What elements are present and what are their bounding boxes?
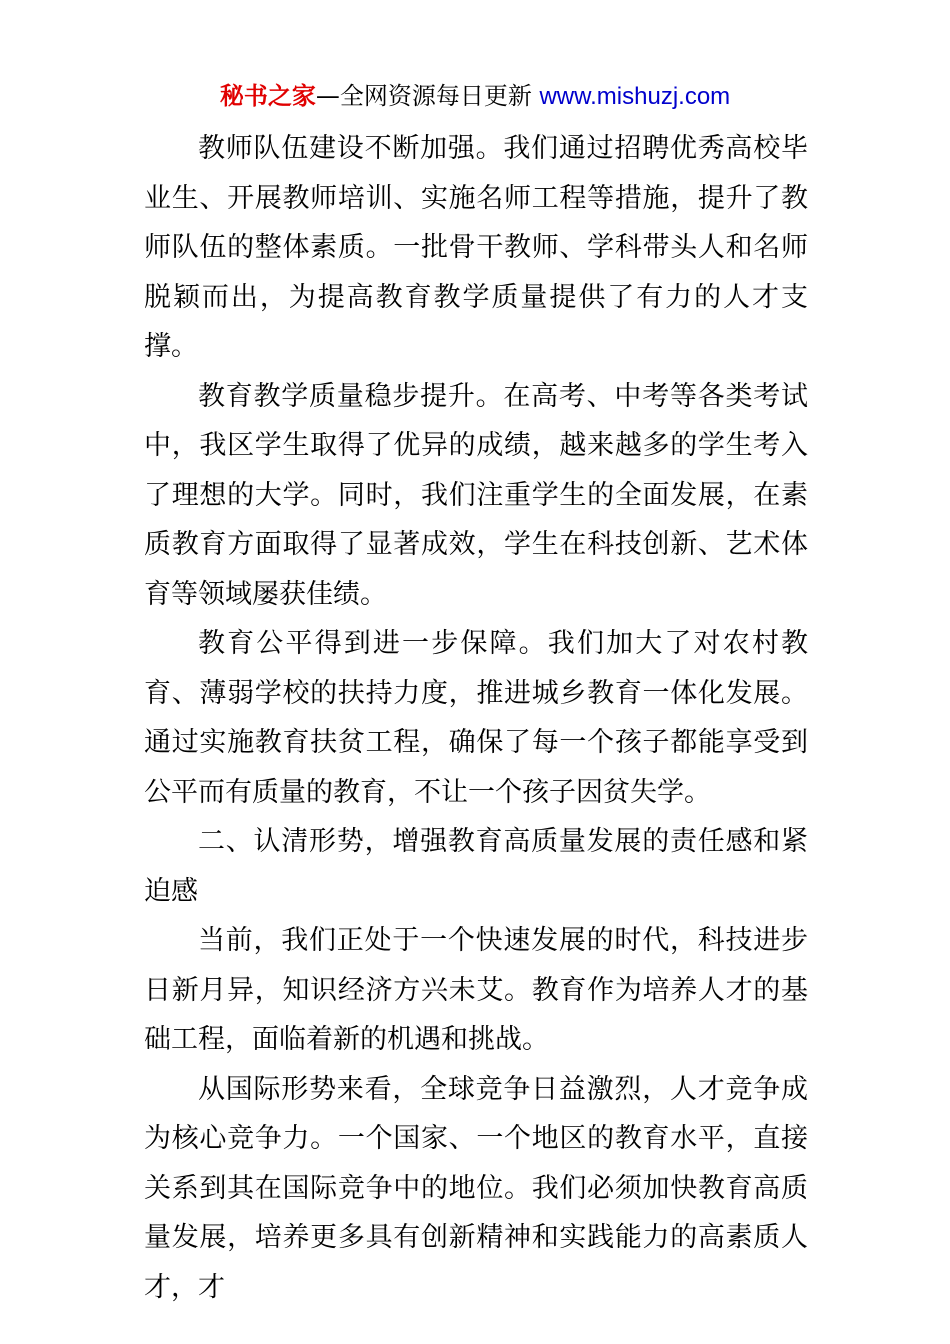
paragraph-education-equity: 教育公平得到进一步保障。我们加大了对农村教育、薄弱学校的扶持力度，推进城乡教育一体化发展。通过实施教育扶贫工程，确保了每一个孩子都能享受到公平而有质量的教育，不让一个孩子因贫失学。: [144, 628, 808, 808]
site-brand: 秘书之家: [219, 82, 316, 110]
site-header: [0, 80, 950, 113]
section-heading-2: 二、认清形势，增强教育高质量发展的责任感和紧迫感: [144, 826, 808, 907]
paragraph-current-era: 当前，我们正处于一个快速发展的时代，科技进步日新月异，知识经济方兴未艾。教育作为培养人才的基础工程，面临着新的机遇和挑战。: [144, 925, 808, 1055]
site-url-link[interactable]: www.mishuzj.com: [539, 83, 731, 110]
paragraph-teaching-quality: 教育教学质量稳步提升。在高考、中考等各类考试中，我区学生取得了优异的成绩，越来越多的学生考入了理想的大学。同时，我们注重学生的全面发展，在素质教育方面取得了显著成效，学生在科技创新、艺术体育等领域屡获佳绩。: [144, 380, 808, 610]
paragraph-international-situation: 从国际形势来看，全球竞争日益激烈，人才竞争成为核心竞争力。一个国家、一个地区的教育水平，直接关系到其在国际竞争中的地位。我们必须加快教育高质量发展，培养更多具有创新精神和实践能力的高素质人才，才: [144, 1073, 808, 1303]
document-body: [144, 124, 808, 1312]
site-tagline: —全网资源每日更新: [315, 82, 540, 110]
paragraph-teacher-team: 教师队伍建设不断加强。我们通过招聘优秀高校毕业生、开展教师培训、实施名师工程等措施，提升了教师队伍的整体素质。一批骨干教师、学科带头人和名师脱颖而出，为提高教育教学质量提供了有力的人才支撑。: [144, 133, 808, 362]
